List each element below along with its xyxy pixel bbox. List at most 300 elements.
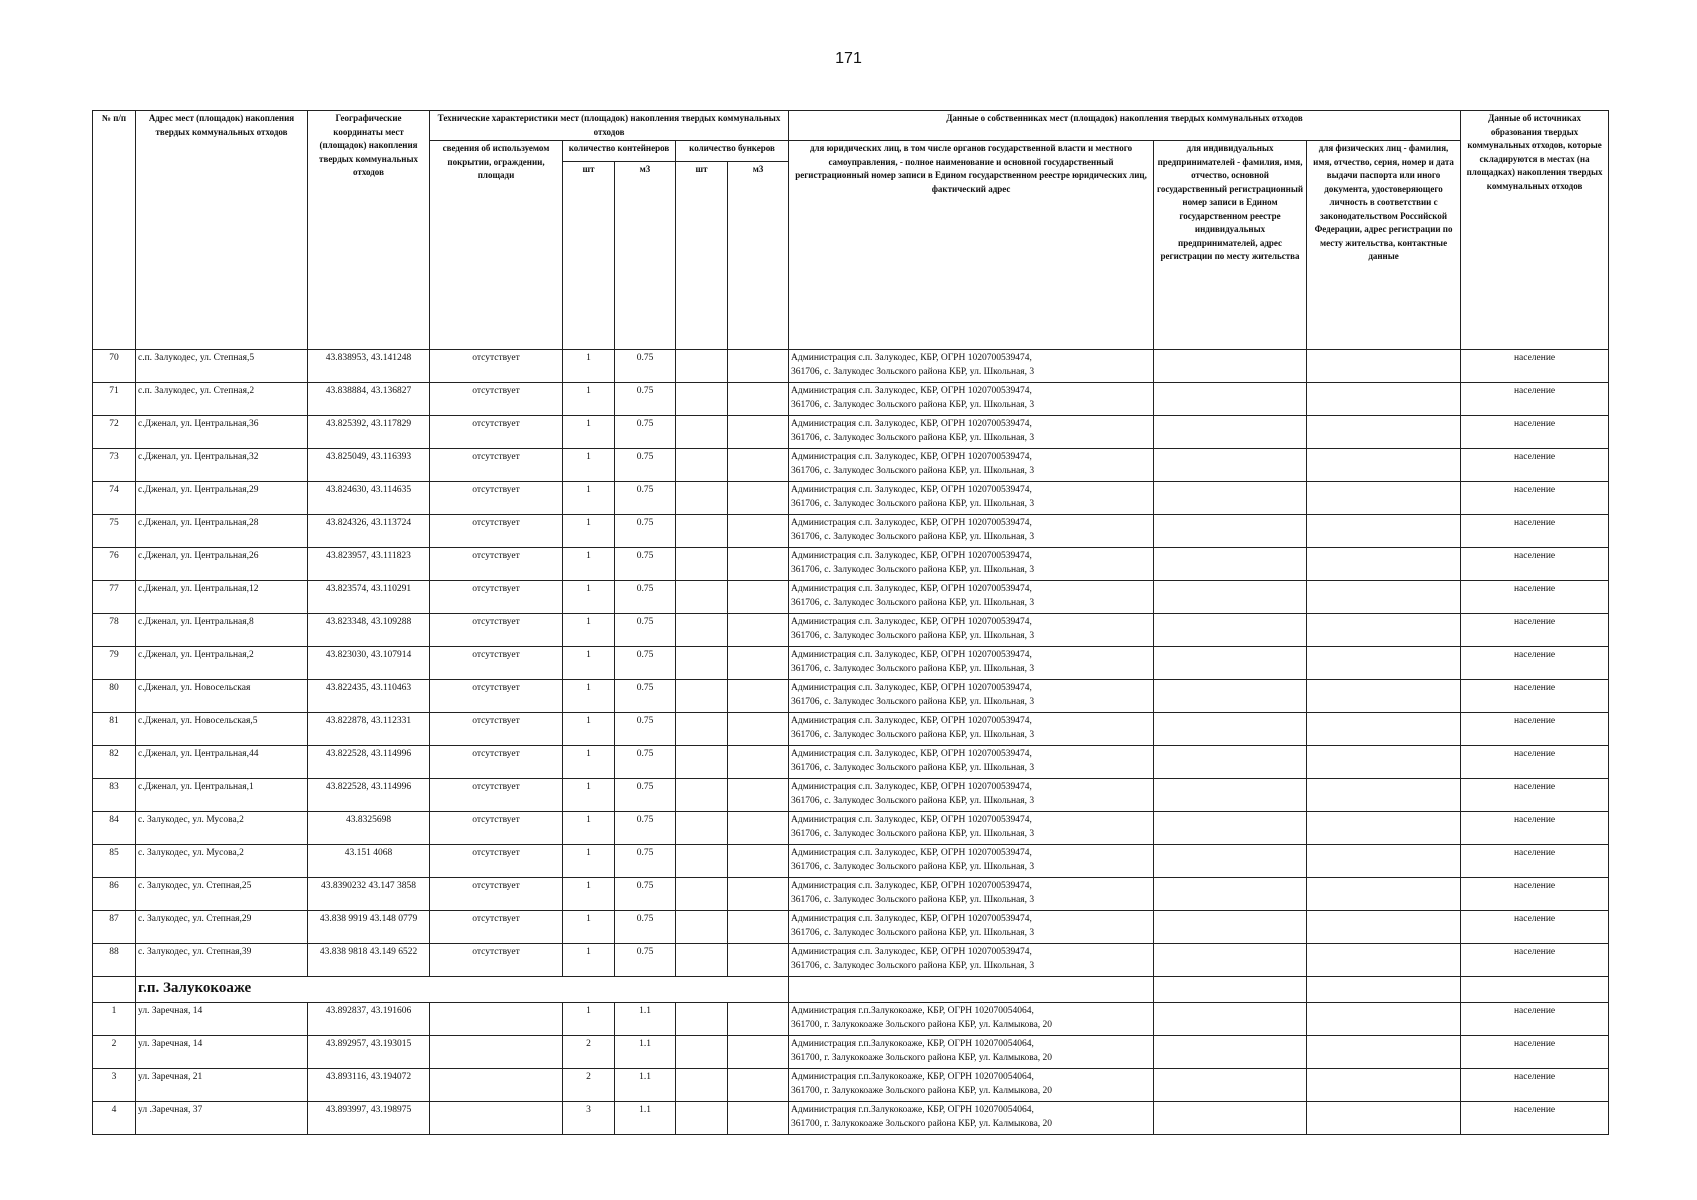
row-source: население: [1461, 713, 1609, 746]
owner-line-1: Администрация с.п. Залукодес, КБР, ОГРН 1020700539474,: [791, 881, 1032, 891]
row-cover: отсутствует: [430, 845, 563, 878]
row-bunker-count: [676, 383, 728, 416]
owner-line-1: Администрация с.п. Залукодес, КБР, ОГРН 1020700539474,: [791, 749, 1032, 759]
owner-line-2: 361706, с. Залукодес Зольского района КБР, ул. Школьная, 3: [791, 598, 1035, 608]
owner-line-2: 361700, г. Залукокоаже Зольского района КБР, ул. Калмыкова, 20: [791, 1020, 1053, 1030]
row-cover: отсутствует: [430, 614, 563, 647]
row-owner-legal: [789, 548, 1154, 581]
row-container-count: 3: [563, 1102, 615, 1135]
row-owner-ip: [1154, 878, 1307, 911]
header-phys: для физических лиц - фамилия, имя, отчество, серия, номер и дата выдачи паспорта или иного документа, удостоверяющего личность в соответствии с законодательством Российской Федерации, адрес регистрации по месту жительства, контактные данные: [1307, 141, 1461, 350]
owner-line-2: 361706, с. Залукодес Зольского района КБР, ул. Школьная, 3: [791, 730, 1035, 740]
row-owner-legal: [789, 878, 1154, 911]
row-cover: отсутствует: [430, 944, 563, 977]
row-bunker-count: [676, 647, 728, 680]
row-owner-ip: [1154, 581, 1307, 614]
table-row: [93, 449, 1609, 482]
row-owner-legal: [789, 1102, 1154, 1135]
owner-line-1: Администрация с.п. Залукодес, КБР, ОГРН 1020700539474,: [791, 353, 1032, 363]
row-owner-legal: [789, 482, 1154, 515]
row-address: с.Дженал, ул. Центральная,8: [136, 614, 308, 647]
row-container-count: 1: [563, 944, 615, 977]
row-address: ул. Заречная, 21: [136, 1069, 308, 1102]
row-owner-physical: [1307, 746, 1461, 779]
row-owner-physical: [1307, 581, 1461, 614]
row-address: с.Дженал, ул. Центральная,36: [136, 416, 308, 449]
row-owner-legal: [789, 581, 1154, 614]
row-bunker-volume: [728, 1003, 789, 1036]
row-source: население: [1461, 878, 1609, 911]
row-container-volume: 1.1: [615, 1069, 676, 1102]
row-container-count: 1: [563, 647, 615, 680]
section-title: г.п. Залукокоаже: [138, 980, 252, 996]
row-source: население: [1461, 944, 1609, 977]
row-address: с.Дженал, ул. Центральная,1: [136, 779, 308, 812]
row-owner-ip: [1154, 1003, 1307, 1036]
row-container-volume: 0.75: [615, 713, 676, 746]
row-container-volume: 0.75: [615, 614, 676, 647]
table-row: [93, 647, 1609, 680]
row-address: с.Дженал, ул. Центральная,2: [136, 647, 308, 680]
row-bunker-volume: [728, 878, 789, 911]
row-bunker-volume: [728, 1102, 789, 1135]
row-coordinates: 43.892957, 43.193015: [308, 1036, 430, 1069]
row-cover: отсутствует: [430, 416, 563, 449]
row-owner-ip: [1154, 713, 1307, 746]
row-source: население: [1461, 1003, 1609, 1036]
row-bunker-volume: [728, 482, 789, 515]
table-row: [93, 548, 1609, 581]
owner-line-2: 361706, с. Залукодес Зольского района КБР, ул. Школьная, 3: [791, 895, 1035, 905]
row-container-count: 1: [563, 350, 615, 383]
row-owner-legal: [789, 713, 1154, 746]
row-container-count: 2: [563, 1069, 615, 1102]
table-row: [93, 350, 1609, 383]
table-row: [93, 581, 1609, 614]
row-owner-physical: [1307, 449, 1461, 482]
row-cover: отсутствует: [430, 647, 563, 680]
row-owner-physical: [1307, 680, 1461, 713]
row-owner-ip: [1154, 383, 1307, 416]
row-bunker-count: [676, 878, 728, 911]
header-m3-1: м3: [615, 162, 676, 350]
row-bunker-count: [676, 1003, 728, 1036]
row-address: с. Залукодес, ул. Степная,29: [136, 911, 308, 944]
row-coordinates: 43.838 9818 43.149 6522: [308, 944, 430, 977]
row-container-count: 1: [563, 416, 615, 449]
row-owner-legal: [789, 812, 1154, 845]
table-row: [93, 383, 1609, 416]
row-container-count: 1: [563, 515, 615, 548]
row-owner-ip: [1154, 746, 1307, 779]
owner-line-1: Администрация с.п. Залукодес, КБР, ОГРН 1020700539474,: [791, 650, 1032, 660]
row-address: с.Дженал, ул. Центральная,29: [136, 482, 308, 515]
row-number: 77: [93, 581, 136, 614]
row-coordinates: 43.8325698: [308, 812, 430, 845]
row-owner-physical: [1307, 812, 1461, 845]
row-number: 87: [93, 911, 136, 944]
row-bunker-count: [676, 614, 728, 647]
row-container-volume: 0.75: [615, 548, 676, 581]
header-m3-2: м3: [728, 162, 789, 350]
row-owner-legal: [789, 416, 1154, 449]
row-bunker-volume: [728, 845, 789, 878]
row-bunker-volume: [728, 515, 789, 548]
row-bunker-count: [676, 680, 728, 713]
table-row: [93, 713, 1609, 746]
owner-line-2: 361706, с. Залукодес Зольского района КБР, ул. Школьная, 3: [791, 499, 1035, 509]
row-owner-ip: [1154, 548, 1307, 581]
row-coordinates: 43.824326, 43.113724: [308, 515, 430, 548]
row-container-count: 1: [563, 1003, 615, 1036]
owner-line-1: Администрация с.п. Залукодес, КБР, ОГРН 1020700539474,: [791, 485, 1032, 495]
row-owner-physical: [1307, 515, 1461, 548]
owner-line-1: Администрация с.п. Залукодес, КБР, ОГРН 1020700539474,: [791, 617, 1032, 627]
table-body-zalukodes: [93, 350, 1609, 977]
owner-line-2: 361706, с. Залукодес Зольского района КБР, ул. Школьная, 3: [791, 664, 1035, 674]
owner-line-1: Администрация г.п.Залукокоаже, КБР, ОГРН 102070054064,: [791, 1105, 1034, 1115]
row-bunker-count: [676, 713, 728, 746]
row-owner-ip: [1154, 845, 1307, 878]
row-container-volume: 1.1: [615, 1036, 676, 1069]
row-bunker-volume: [728, 713, 789, 746]
row-bunker-volume: [728, 944, 789, 977]
row-owner-ip: [1154, 1036, 1307, 1069]
row-bunker-volume: [728, 1069, 789, 1102]
row-container-count: 1: [563, 680, 615, 713]
row-coordinates: 43.825392, 43.117829: [308, 416, 430, 449]
row-owner-legal: [789, 350, 1154, 383]
row-owner-legal: [789, 779, 1154, 812]
row-owner-legal: [789, 680, 1154, 713]
row-cover: отсутствует: [430, 713, 563, 746]
row-container-volume: 0.75: [615, 350, 676, 383]
row-number: 78: [93, 614, 136, 647]
header-ip: для индивидуальных предпринимателей - фамилия, имя, отчество, основной государственный регистрационный номер записи в Едином государственном реестре индивидуальных предпринимателей, адрес регистрации по месту жительства: [1154, 141, 1307, 350]
table-row: [93, 614, 1609, 647]
row-address: с. Залукодес, ул. Мусова,2: [136, 812, 308, 845]
row-owner-physical: [1307, 383, 1461, 416]
row-number: 76: [93, 548, 136, 581]
owner-line-2: 361706, с. Залукодес Зольского района КБР, ул. Школьная, 3: [791, 433, 1035, 443]
row-bunker-count: [676, 1069, 728, 1102]
row-address: с. Залукодес, ул. Степная,39: [136, 944, 308, 977]
row-number: 83: [93, 779, 136, 812]
row-owner-ip: [1154, 482, 1307, 515]
row-container-count: 1: [563, 878, 615, 911]
header-qty-bunkers: количество бункеров: [676, 141, 789, 162]
owner-line-2: 361706, с. Залукодес Зольского района КБР, ул. Школьная, 3: [791, 697, 1035, 707]
row-bunker-volume: [728, 647, 789, 680]
owner-line-2: 361706, с. Залукодес Зольского района КБР, ул. Школьная, 3: [791, 796, 1035, 806]
section-header: [93, 977, 1609, 1003]
row-coordinates: 43.823030, 43.107914: [308, 647, 430, 680]
table-row: [93, 845, 1609, 878]
row-container-count: 1: [563, 911, 615, 944]
row-bunker-count: [676, 944, 728, 977]
row-container-volume: 0.75: [615, 845, 676, 878]
owner-line-2: 361706, с. Залукодес Зольского района КБР, ул. Школьная, 3: [791, 829, 1035, 839]
table-body-zalukokoazhe: [93, 1003, 1609, 1135]
row-number: 2: [93, 1036, 136, 1069]
row-owner-physical: [1307, 614, 1461, 647]
row-coordinates: 43.822528, 43.114996: [308, 746, 430, 779]
row-cover: отсутствует: [430, 779, 563, 812]
row-number: 3: [93, 1069, 136, 1102]
row-container-volume: 0.75: [615, 812, 676, 845]
row-owner-ip: [1154, 779, 1307, 812]
header-legal: для юридических лиц, в том числе органов государственной власти и местного самоуправления, - полное наименование и основной государственный регистрационный номер записи в Едином государственном реестре юридических лиц, фактический адрес: [789, 141, 1154, 350]
row-number: 73: [93, 449, 136, 482]
row-owner-ip: [1154, 647, 1307, 680]
row-coordinates: 43.8390232 43.147 3858: [308, 878, 430, 911]
header-address: Адрес мест (площадок) накопления твердых коммунальных отходов: [136, 111, 308, 350]
row-coordinates: 43.893997, 43.198975: [308, 1102, 430, 1135]
row-container-count: 2: [563, 1036, 615, 1069]
row-source: население: [1461, 1036, 1609, 1069]
row-container-volume: 0.75: [615, 416, 676, 449]
row-bunker-volume: [728, 746, 789, 779]
row-coordinates: 43.822435, 43.110463: [308, 680, 430, 713]
row-number: 70: [93, 350, 136, 383]
row-container-volume: 0.75: [615, 482, 676, 515]
row-bunker-count: [676, 449, 728, 482]
row-owner-ip: [1154, 911, 1307, 944]
owner-line-2: 361706, с. Залукодес Зольского района КБР, ул. Школьная, 3: [791, 367, 1035, 377]
row-bunker-volume: [728, 350, 789, 383]
row-owner-legal: [789, 944, 1154, 977]
row-container-volume: 0.75: [615, 746, 676, 779]
row-address: с.п. Залукодес, ул. Степная,5: [136, 350, 308, 383]
row-address: с.Дженал, ул. Центральная,44: [136, 746, 308, 779]
row-owner-physical: [1307, 1102, 1461, 1135]
row-coordinates: 43.825049, 43.116393: [308, 449, 430, 482]
row-bunker-volume: [728, 548, 789, 581]
row-coordinates: 43.151 4068: [308, 845, 430, 878]
row-source: население: [1461, 845, 1609, 878]
row-source: население: [1461, 449, 1609, 482]
row-container-volume: 1.1: [615, 1003, 676, 1036]
row-container-volume: 0.75: [615, 515, 676, 548]
row-owner-legal: [789, 449, 1154, 482]
row-coordinates: 43.838953, 43.141248: [308, 350, 430, 383]
row-cover: [430, 1003, 563, 1036]
owner-line-2: 361706, с. Залукодес Зольского района КБР, ул. Школьная, 3: [791, 400, 1035, 410]
row-bunker-volume: [728, 383, 789, 416]
row-cover: отсутствует: [430, 548, 563, 581]
table-row: [93, 515, 1609, 548]
row-address: с. Залукодес, ул. Мусова,2: [136, 845, 308, 878]
row-number: 4: [93, 1102, 136, 1135]
row-bunker-volume: [728, 779, 789, 812]
owner-line-1: Администрация с.п. Залукодес, КБР, ОГРН 1020700539474,: [791, 386, 1032, 396]
row-cover: отсутствует: [430, 812, 563, 845]
row-owner-physical: [1307, 416, 1461, 449]
row-source: население: [1461, 515, 1609, 548]
row-cover: отсутствует: [430, 515, 563, 548]
row-source: население: [1461, 1069, 1609, 1102]
owner-line-2: 361706, с. Залукодес Зольского района КБР, ул. Школьная, 3: [791, 961, 1035, 971]
row-number: 80: [93, 680, 136, 713]
row-cover: [430, 1102, 563, 1135]
owner-line-2: 361700, г. Залукокоаже Зольского района КБР, ул. Калмыкова, 20: [791, 1053, 1053, 1063]
row-source: население: [1461, 779, 1609, 812]
owner-line-1: Администрация с.п. Залукодес, КБР, ОГРН 1020700539474,: [791, 782, 1032, 792]
row-coordinates: 43.893116, 43.194072: [308, 1069, 430, 1102]
row-address: с.п. Залукодес, ул. Степная,2: [136, 383, 308, 416]
row-bunker-volume: [728, 416, 789, 449]
row-cover: отсутствует: [430, 581, 563, 614]
row-bunker-volume: [728, 614, 789, 647]
header-qty-containers: количество контейнеров: [563, 141, 676, 162]
row-source: население: [1461, 383, 1609, 416]
row-container-count: 1: [563, 482, 615, 515]
row-container-count: 1: [563, 746, 615, 779]
row-source: население: [1461, 812, 1609, 845]
row-source: население: [1461, 482, 1609, 515]
row-bunker-count: [676, 350, 728, 383]
owner-line-2: 361706, с. Залукодес Зольского района КБР, ул. Школьная, 3: [791, 565, 1035, 575]
row-cover: отсутствует: [430, 350, 563, 383]
row-container-volume: 0.75: [615, 944, 676, 977]
row-source: население: [1461, 1102, 1609, 1135]
row-bunker-count: [676, 1102, 728, 1135]
row-container-count: 1: [563, 812, 615, 845]
row-bunker-volume: [728, 449, 789, 482]
row-bunker-count: [676, 515, 728, 548]
owner-line-1: Администрация с.п. Залукодес, КБР, ОГРН 1020700539474,: [791, 419, 1032, 429]
owner-line-2: 361706, с. Залукодес Зольского района КБР, ул. Школьная, 3: [791, 928, 1035, 938]
row-address: ул. Заречная, 14: [136, 1036, 308, 1069]
row-source: население: [1461, 548, 1609, 581]
row-owner-physical: [1307, 548, 1461, 581]
row-container-count: 1: [563, 614, 615, 647]
row-cover: отсутствует: [430, 383, 563, 416]
row-owner-legal: [789, 845, 1154, 878]
row-cover: отсутствует: [430, 746, 563, 779]
owner-line-1: Администрация с.п. Залукодес, КБР, ОГРН 1020700539474,: [791, 716, 1032, 726]
row-owner-ip: [1154, 1069, 1307, 1102]
table-row: [93, 680, 1609, 713]
row-container-volume: 0.75: [615, 581, 676, 614]
row-number: 1: [93, 1003, 136, 1036]
header-owners: Данные о собственниках мест (площадок) накопления твердых коммунальных отходов: [789, 111, 1461, 141]
owner-line-1: Администрация г.п.Залукокоаже, КБР, ОГРН 102070054064,: [791, 1039, 1034, 1049]
row-source: население: [1461, 647, 1609, 680]
row-owner-legal: [789, 746, 1154, 779]
row-container-count: 1: [563, 713, 615, 746]
row-bunker-count: [676, 746, 728, 779]
row-coordinates: 43.838 9919 43.148 0779: [308, 911, 430, 944]
row-owner-legal: [789, 614, 1154, 647]
row-number: 74: [93, 482, 136, 515]
row-owner-physical: [1307, 878, 1461, 911]
row-number: 71: [93, 383, 136, 416]
owner-line-1: Администрация с.п. Залукодес, КБР, ОГРН 1020700539474,: [791, 848, 1032, 858]
row-address: с.Дженал, ул. Центральная,12: [136, 581, 308, 614]
row-owner-physical: [1307, 647, 1461, 680]
row-bunker-volume: [728, 812, 789, 845]
row-container-volume: 0.75: [615, 680, 676, 713]
owner-line-2: 361706, с. Залукодес Зольского района КБР, ул. Школьная, 3: [791, 466, 1035, 476]
row-coordinates: 43.823957, 43.111823: [308, 548, 430, 581]
row-bunker-count: [676, 581, 728, 614]
row-owner-physical: [1307, 779, 1461, 812]
row-number: 81: [93, 713, 136, 746]
row-owner-physical: [1307, 1069, 1461, 1102]
row-owner-ip: [1154, 812, 1307, 845]
row-bunker-volume: [728, 581, 789, 614]
header-cover: сведения об используемом покрытии, ограждении, площади: [430, 141, 563, 350]
owner-line-2: 361706, с. Залукодес Зольского района КБР, ул. Школьная, 3: [791, 763, 1035, 773]
table-row: [93, 1102, 1609, 1135]
row-owner-ip: [1154, 1102, 1307, 1135]
table-header: [93, 111, 1609, 350]
row-container-volume: 0.75: [615, 647, 676, 680]
row-bunker-volume: [728, 911, 789, 944]
row-number: 82: [93, 746, 136, 779]
row-source: население: [1461, 581, 1609, 614]
row-cover: отсутствует: [430, 911, 563, 944]
row-coordinates: 43.823348, 43.109288: [308, 614, 430, 647]
table-row: [93, 1036, 1609, 1069]
owner-line-1: Администрация г.п.Залукокоаже, КБР, ОГРН 102070054064,: [791, 1072, 1034, 1082]
row-owner-ip: [1154, 680, 1307, 713]
row-number: 85: [93, 845, 136, 878]
row-address: с.Дженал, ул. Новосельская,5: [136, 713, 308, 746]
row-container-count: 1: [563, 581, 615, 614]
row-owner-physical: [1307, 911, 1461, 944]
row-coordinates: 43.823574, 43.110291: [308, 581, 430, 614]
row-owner-ip: [1154, 449, 1307, 482]
owner-line-2: 361700, г. Залукокоаже Зольского района КБР, ул. Калмыкова, 20: [791, 1086, 1053, 1096]
header-sht-1: шт: [563, 162, 615, 350]
row-address: с.Дженал, ул. Центральная,28: [136, 515, 308, 548]
row-container-volume: 0.75: [615, 383, 676, 416]
row-container-volume: 0.75: [615, 449, 676, 482]
waste-sites-table: [92, 110, 1609, 1135]
row-bunker-volume: [728, 1036, 789, 1069]
row-owner-legal: [789, 1069, 1154, 1102]
header-tech: Технические характеристики мест (площадок) накопления твердых коммунальных отходов: [430, 111, 789, 141]
header-sources: Данные об источниках образования твердых коммунальных отходов, которые складируются в местах (на площадках) накопления твердых коммунальных отходов: [1461, 111, 1609, 350]
owner-line-2: 361706, с. Залукодес Зольского района КБР, ул. Школьная, 3: [791, 631, 1035, 641]
row-bunker-count: [676, 845, 728, 878]
table-row: [93, 812, 1609, 845]
owner-line-1: Администрация с.п. Залукодес, КБР, ОГРН 1020700539474,: [791, 452, 1032, 462]
row-owner-physical: [1307, 845, 1461, 878]
table-row: [93, 416, 1609, 449]
row-bunker-count: [676, 911, 728, 944]
row-container-count: 1: [563, 845, 615, 878]
row-address: ул .Заречная, 37: [136, 1102, 308, 1135]
table-row: [93, 746, 1609, 779]
table-row: [93, 1003, 1609, 1036]
row-bunker-count: [676, 416, 728, 449]
row-coordinates: 43.838884, 43.136827: [308, 383, 430, 416]
row-coordinates: 43.822528, 43.114996: [308, 779, 430, 812]
row-container-count: 1: [563, 383, 615, 416]
row-container-volume: 1.1: [615, 1102, 676, 1135]
row-owner-physical: [1307, 1003, 1461, 1036]
owner-line-1: Администрация с.п. Залукодес, КБР, ОГРН 1020700539474,: [791, 518, 1032, 528]
row-cover: отсутствует: [430, 449, 563, 482]
row-container-count: 1: [563, 779, 615, 812]
owner-line-1: Администрация с.п. Залукодес, КБР, ОГРН 1020700539474,: [791, 683, 1032, 693]
row-container-count: 1: [563, 449, 615, 482]
row-owner-legal: [789, 1003, 1154, 1036]
table-row: [93, 779, 1609, 812]
